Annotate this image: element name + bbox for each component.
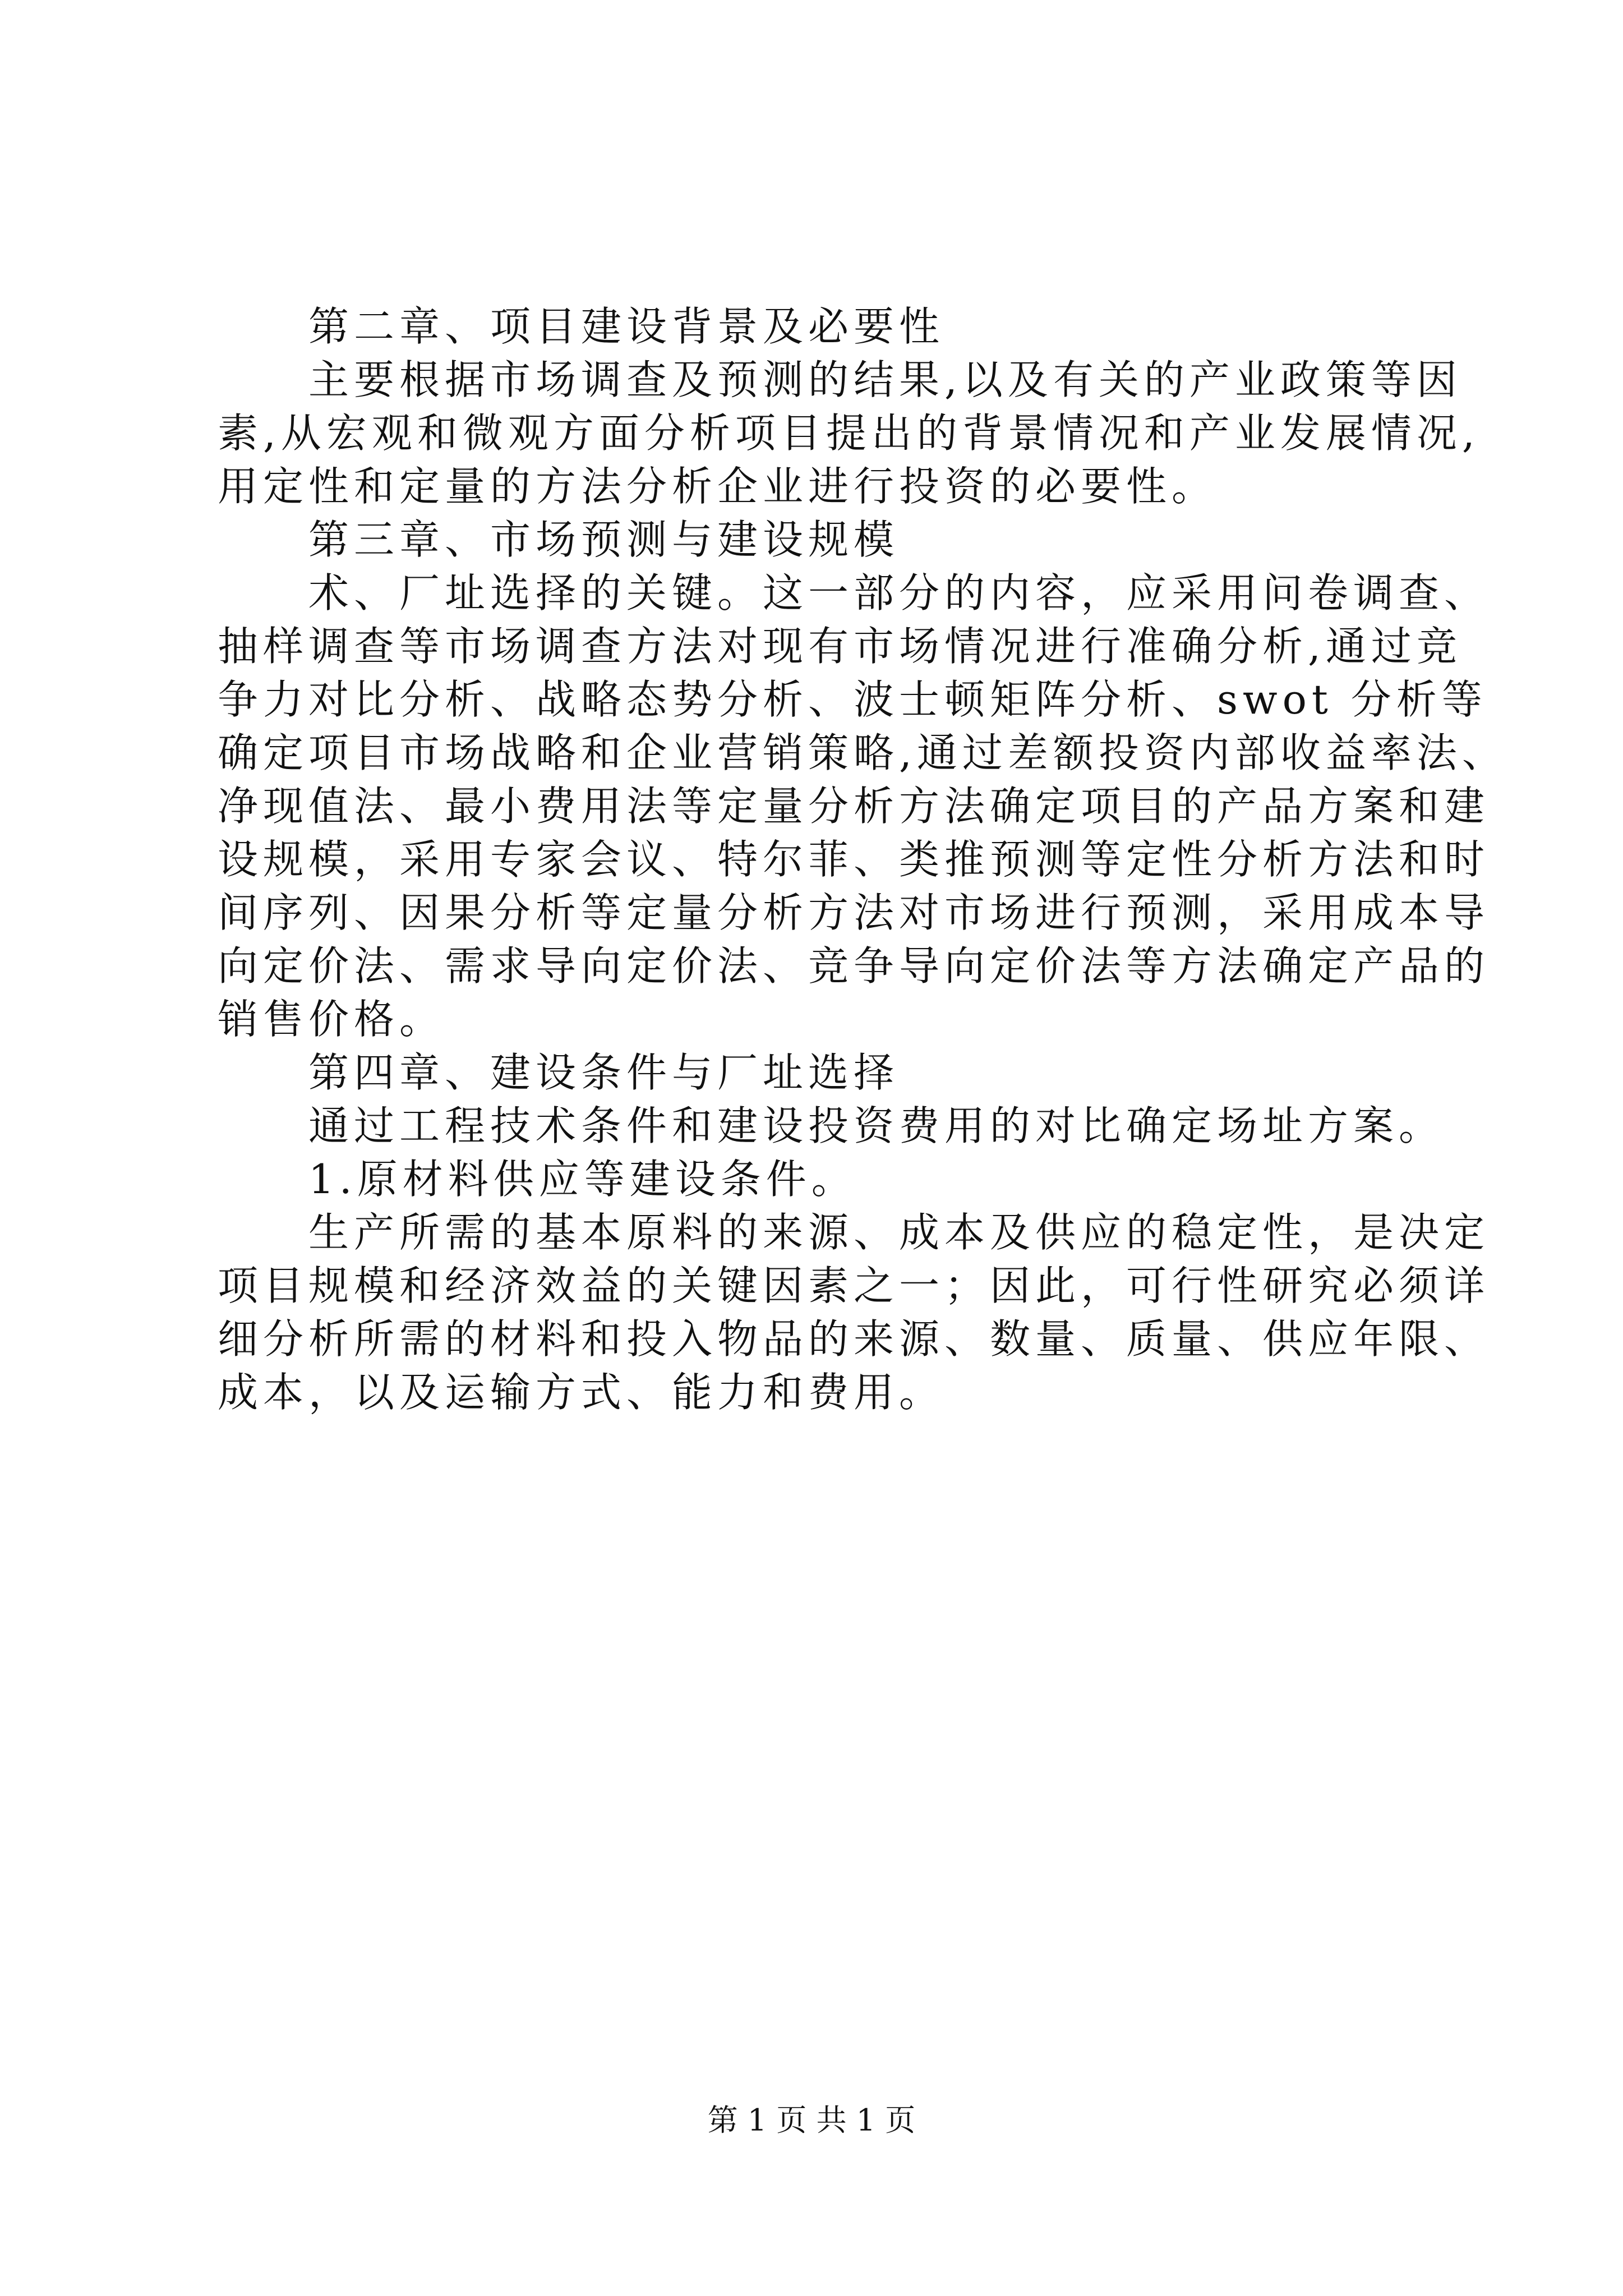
- paragraph-line: 销售价格。: [218, 996, 445, 1043]
- chapter-2-heading: [218, 300, 1429, 353]
- paragraph-line: 细分析所需的材料和投入物品的来源、数量、质量、供应年限、: [218, 1315, 1490, 1363]
- chapter-2-paragraph: [218, 353, 1480, 513]
- paragraph-line: 1.原材料供应等建设条件。: [308, 1156, 857, 1203]
- chapter-4-intro: [218, 1099, 1445, 1153]
- paragraph-line: 用定性和定量的方法分析企业进行投资的必要性。: [218, 463, 1218, 510]
- paragraph-line: 间序列、因果分析等定量分析方法对市场进行预测，采用成本导: [218, 889, 1490, 936]
- heading-line: 第三章、市场预测与建设规模: [308, 516, 900, 563]
- paragraph-line: 素,从宏观和微观方面分析项目提出的背景情况和产业发展情况,: [218, 409, 1480, 457]
- paragraph-line: 项目规模和经济效益的关键因素之一；因此，可行性研究必须详: [218, 1262, 1490, 1309]
- chapter-3-heading: [218, 513, 1429, 567]
- paragraph-line: 向定价法、需求导向定价法、竞争导向定价法等方法确定产品的: [218, 942, 1490, 990]
- chapter-3-paragraph: [218, 567, 1507, 1046]
- numbered-item-1: [218, 1153, 1429, 1206]
- chapter-4-heading: [218, 1046, 1429, 1099]
- document-body: [218, 300, 1507, 1419]
- paragraph-line: 通过工程技术条件和建设投资费用的对比确定场址方案。: [308, 1102, 1445, 1149]
- paragraph-line: 生产所需的基本原料的来源、成本及供应的稳定性，是决定: [308, 1209, 1490, 1256]
- paragraph-line: 争力对比分析、战略态势分析、波士顿矩阵分析、swot 分析等: [218, 676, 1487, 723]
- paragraph-line: 成本，以及运输方式、能力和费用。: [218, 1369, 945, 1416]
- paragraph-line: 术、厂址选择的关键。这一部分的内容，应采用问卷调查、: [308, 569, 1490, 616]
- heading-line: 第二章、项目建设背景及必要性: [308, 303, 945, 350]
- paragraph-line: 确定项目市场战略和企业营销策略,通过差额投资内部收益率法、: [218, 729, 1507, 776]
- heading-line: 第四章、建设条件与厂址选择: [308, 1049, 900, 1096]
- paragraph-line: 净现值法、最小费用法等定量分析方法确定项目的产品方案和建: [218, 783, 1490, 830]
- raw-material-paragraph: [218, 1206, 1490, 1419]
- paragraph-line: 设规模，采用专家会议、特尔菲、类推预测等定性分析方法和时: [218, 836, 1490, 883]
- page-footer: 第 1 页 共 1 页: [707, 2102, 916, 2138]
- paragraph-line: 主要根据市场调查及预测的结果,以及有关的产业政策等因: [308, 356, 1462, 403]
- paragraph-line: 抽样调查等市场调查方法对现有市场情况进行准确分析,通过竞: [218, 623, 1462, 670]
